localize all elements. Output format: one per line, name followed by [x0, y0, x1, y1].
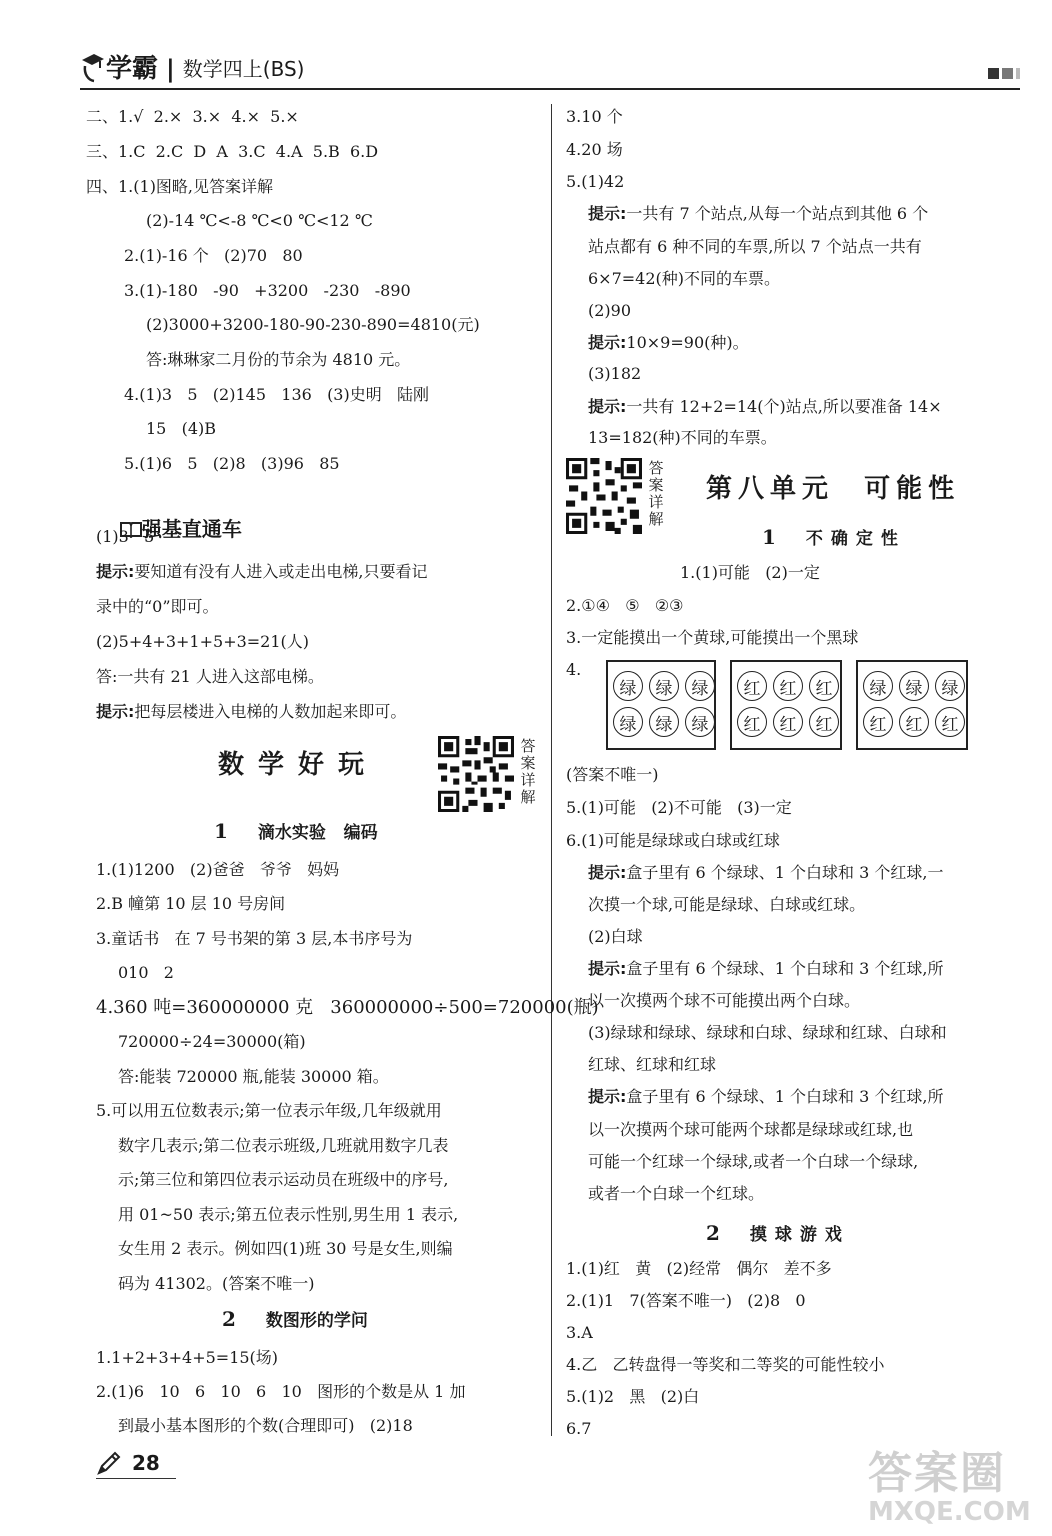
answer-line: 3.10 个 [566, 107, 623, 126]
ball: 红 [737, 671, 767, 701]
ball: 红 [899, 707, 929, 737]
answer-line: 010 2 [118, 963, 174, 982]
page-number: 28 [132, 1451, 160, 1475]
ball-boxes [606, 660, 968, 750]
answer-line: 数字几表示;第二位表示班级,几班就用数字几表 [118, 1136, 449, 1155]
answer-line: 4.360 吨=360000000 克 360000000÷500=720000(瓶) [96, 997, 599, 1018]
answer-line: 4.20 场 [566, 140, 623, 159]
tip-line: 站点都有 6 种不同的车票,所以 7 个站点一共有 [588, 237, 922, 256]
tip-line: 6×7=42(种)不同的车票。 [588, 269, 781, 288]
answer-line: 15 (4)B [146, 419, 217, 438]
ball: 绿 [899, 671, 929, 701]
ball: 绿 [649, 707, 679, 737]
answer-line: 5.可以用五位数表示;第一位表示年级,几年级就用 [96, 1101, 442, 1120]
section-title: 第八单元 可能性 [706, 474, 961, 504]
answer-line: 720000÷24=30000(箱) [118, 1032, 306, 1051]
answer-line: 二、1.√ 2.× 3.× 4.× 5.× [86, 107, 299, 126]
answer-line: 5.(1)42 [566, 172, 625, 191]
qiangji-title: 强基直通车 [141, 517, 242, 541]
answer-line: (1)3 5 [96, 527, 155, 546]
ball: 绿 [685, 707, 715, 737]
tip-line: 提示:盒子里有 6 个绿球、1 个白球和 3 个红球,所 [588, 959, 944, 978]
answer-line: (答案不唯一) [566, 765, 659, 784]
section-title: 数学好玩 [218, 750, 379, 780]
ball: 红 [773, 707, 803, 737]
ball: 红 [935, 707, 965, 737]
answer-line: 四、1.(1)图略,见答案详解 [86, 177, 274, 196]
column-divider [551, 104, 552, 1436]
watermark-logo: 答案圈 MXQE.COM [868, 1448, 1031, 1527]
answer-line: 3.童话书 在 7 号书架的第 3 层,本书序号为 [96, 929, 413, 948]
answer-line: (2)-14 ℃<-8 ℃<0 ℃<12 ℃ [146, 211, 373, 230]
answer-line: 3.A [566, 1323, 593, 1342]
tip-line: 提示:把每层楼进入电梯的人数加起来即可。 [96, 702, 407, 721]
header-decoration [988, 68, 1020, 79]
answer-line: 5.(1)2 黑 (2)白 [566, 1387, 700, 1406]
answer-line: 示;第三位和第四位表示运动员在班级中的序号, [118, 1170, 449, 1189]
ball: 绿 [863, 671, 893, 701]
answer-line: 答:一共有 21 人进入这部电梯。 [96, 667, 324, 686]
brand-logo [80, 50, 304, 84]
ball: 绿 [613, 707, 643, 737]
answer-line: (2)90 [588, 301, 632, 320]
ball: 红 [809, 707, 839, 737]
answer-line: 5.(1)6 5 (2)8 (3)96 85 [124, 454, 340, 473]
answer-line: 6.7 [566, 1419, 592, 1438]
answer-line: 4.(1)3 5 (2)145 136 (3)史明 陆刚 [124, 385, 429, 404]
graduation-cap-icon [80, 50, 104, 84]
tip-line: 或者一个白球一个红球。 [588, 1184, 765, 1203]
answer-line: 2.B 幢第 10 层 10 号房间 [96, 894, 286, 913]
answer-line: 5.(1)可能 (2)不可能 (3)一定 [566, 798, 792, 817]
answer-line: 2.(1)1 7(答案不唯一) (2)8 0 [566, 1291, 806, 1310]
ball: 红 [863, 707, 893, 737]
ball-box [856, 660, 968, 750]
subsection-title: 1 滴水实验 编码 [214, 819, 378, 843]
ball: 红 [809, 671, 839, 701]
tip-line: 提示:10×9=90(种)。 [588, 333, 749, 352]
tip-line: 提示:要知道有没有人进入或走出电梯,只要看记 [96, 562, 428, 581]
answer-line: 6.(1)可能是绿球或白球或红球 [566, 831, 780, 850]
header-separator: | [166, 55, 175, 83]
tip-line: 提示:一共有 12+2=14(个)站点,所以要准备 14× [588, 397, 942, 416]
tip-line: 以一次摸两个球可能两个球都是绿球或红球,也 [588, 1120, 914, 1139]
answer-line: (3)182 [588, 364, 642, 383]
answer-line: 2.(1)-16 个 (2)70 80 [124, 246, 303, 265]
answer-line: 答:琳琳家二月份的节余为 4810 元。 [146, 350, 411, 369]
tip-line: 录中的“0”即可。 [96, 597, 219, 616]
answer-line: 1.1+2+3+4+5=15(场) [96, 1348, 279, 1367]
subsection-title: 2 摸球游戏 [706, 1221, 850, 1245]
qr-label: 答案详解 [520, 737, 536, 806]
answer-line: 红球、红球和红球 [588, 1055, 717, 1074]
answer-line: (2)5+4+3+1+5+3=21(人) [96, 632, 310, 651]
answer-line: 三、1.C 2.C D A 3.C 4.A 5.B 6.D [86, 142, 379, 161]
footer-rule [96, 1478, 176, 1479]
answer-line: 3.一定能摸出一个黄球,可能摸出一个黑球 [566, 628, 859, 647]
ball-box [730, 660, 842, 750]
answer-line: 答:能装 720000 瓶,能装 30000 箱。 [118, 1067, 389, 1086]
logo-text: 学霸 [106, 54, 159, 84]
tip-line: 13=182(种)不同的车票。 [588, 428, 777, 447]
page-footer [96, 1450, 160, 1476]
answer-line: (2)白球 [588, 927, 643, 946]
book-subject: 数学四上(BS) [182, 57, 305, 81]
ball: 红 [737, 707, 767, 737]
qr-code-icon[interactable] [566, 458, 642, 534]
ball: 绿 [649, 671, 679, 701]
answer-line: 用 01~50 表示;第五位表示性别,男生用 1 表示, [118, 1205, 459, 1224]
header-rule [80, 88, 1020, 90]
tip-line: 提示:盒子里有 6 个绿球、1 个白球和 3 个红球,所 [588, 1087, 944, 1106]
answer-line: 4. [566, 660, 582, 679]
page-header [80, 50, 1020, 100]
ball: 绿 [613, 671, 643, 701]
pencil-icon [96, 1450, 122, 1476]
answer-line: 3.(1)-180 -90 +3200 -230 -890 [124, 281, 411, 300]
qr-code-icon[interactable] [438, 736, 514, 812]
answer-line: 码为 41302。(答案不唯一) [118, 1274, 315, 1293]
tip-line: 次摸一个球,可能是绿球、白球或红球。 [588, 895, 866, 914]
answer-line: 4.乙 乙转盘得一等奖和二等奖的可能性较小 [566, 1355, 885, 1374]
ball-box [606, 660, 716, 750]
answer-line: (3)绿球和绿球、绿球和白球、绿球和红球、白球和 [588, 1023, 947, 1042]
ball: 绿 [935, 671, 965, 701]
tip-line: 以一次摸两个球不可能摸出两个白球。 [588, 991, 861, 1010]
answer-line: 1.(1)可能 (2)一定 [680, 563, 820, 582]
answer-line: 2.(1)6 10 6 10 6 10 图形的个数是从 1 加 [96, 1382, 466, 1401]
answer-line: 到最小基本图形的个数(合理即可) (2)18 [118, 1416, 413, 1435]
tip-line: 可能一个红球一个绿球,或者一个白球一个绿球, [588, 1152, 919, 1171]
subsection-title: 2 数图形的学问 [222, 1307, 368, 1331]
qr-label: 答案详解 [648, 459, 664, 528]
tip-label: 提示: [96, 562, 135, 581]
subsection-title: 1 不确定性 [762, 525, 906, 549]
ball: 绿 [685, 671, 715, 701]
answer-line: 1.(1)红 黄 (2)经常 偶尔 差不多 [566, 1259, 832, 1278]
answer-line: 2.①④ ⑤ ②③ [566, 596, 684, 615]
ball: 红 [773, 671, 803, 701]
tip-line: 提示:一共有 7 个站点,从每一个站点到其他 6 个 [588, 204, 929, 223]
answer-line: 1.(1)1200 (2)爸爸 爷爷 妈妈 [96, 860, 340, 879]
tip-line: 提示:盒子里有 6 个绿球、1 个白球和 3 个红球,一 [588, 863, 944, 882]
answer-line: (2)3000+3200-180-90-230-890=4810(元) [146, 315, 480, 334]
answer-line: 女生用 2 表示。例如四(1)班 30 号是女生,则编 [118, 1239, 453, 1258]
